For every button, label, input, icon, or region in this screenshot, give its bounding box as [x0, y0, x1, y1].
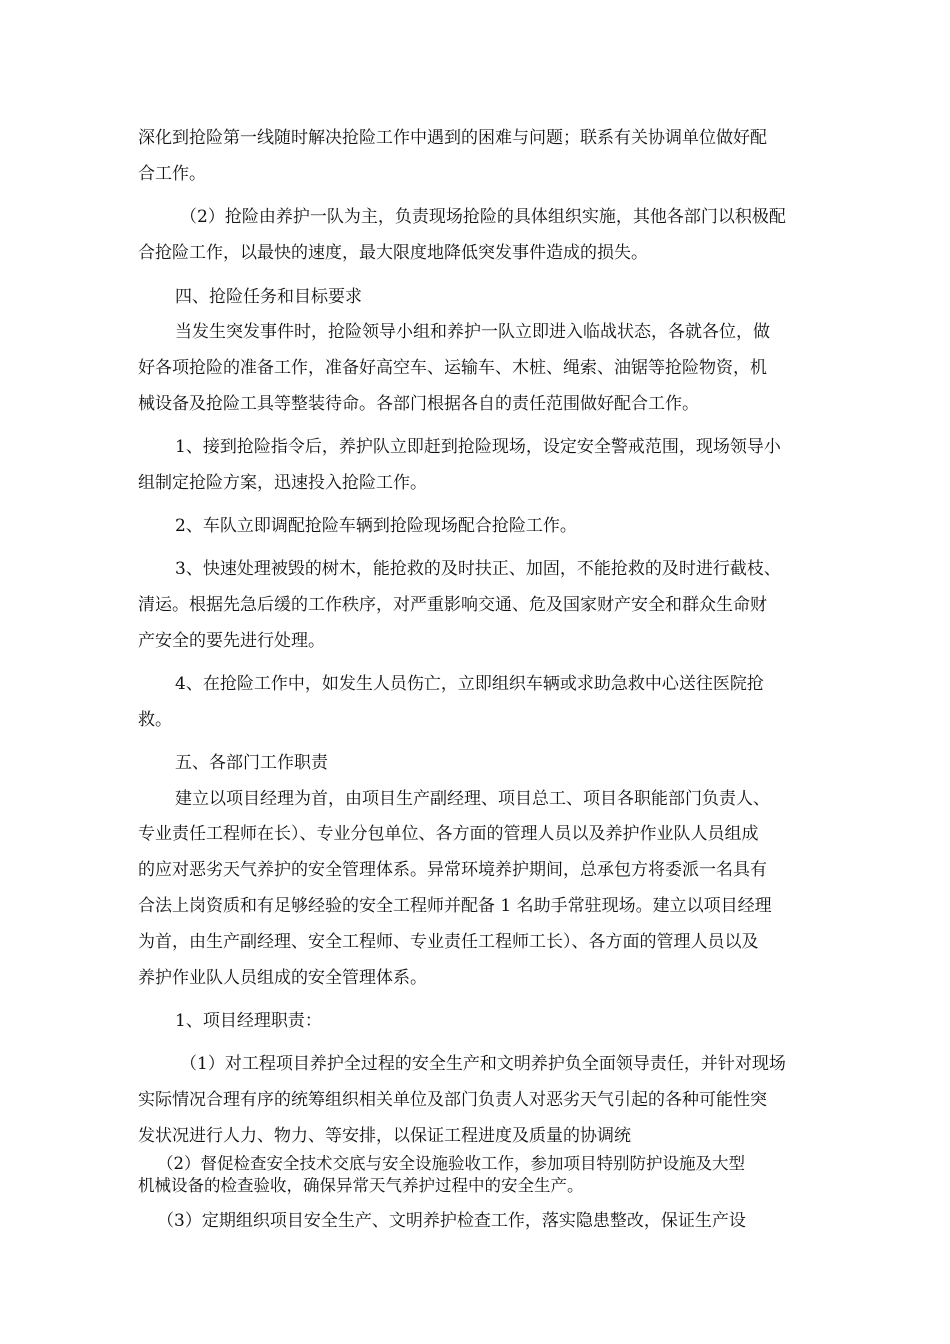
- text-line: 1、项目经理职责：: [175, 1011, 322, 1031]
- text-line: 为首，由生产副经理、安全工程师、专业责任工程师工长）、各方面的管理人员以及: [138, 932, 759, 952]
- text-line: 4、在抢险工作中，如发生人员伤亡，立即组织车辆或求助急救中心送往医院抢: [175, 674, 764, 694]
- text-line: 3、快速处理被毁的树木，能抢救的及时扶正、加固，不能抢救的及时进行截枝、: [175, 559, 781, 579]
- text-line: 实际情况合理有序的统筹组织相关单位及部门负责人对恶劣天气引起的各种可能性突: [138, 1090, 767, 1110]
- text-line: 合工作。: [138, 164, 206, 184]
- text-line: 清运。根据先急后缓的工作秩序，对严重影响交通、危及国家财产安全和群众生命财: [138, 595, 767, 615]
- text-line: （2）督促检查安全技术交底与安全设施验收工作，参加项目特别防护设施及大型: [157, 1154, 745, 1173]
- text-line: 械设备及抢险工具等整装待命。各部门根据各自的责任范围做好配合工作。: [138, 394, 699, 414]
- text-line: 合法上岗资质和有足够经验的安全工程师并配备 1 名助手常驻现场。建立以项目经理: [138, 896, 772, 916]
- text-line: 建立以项目经理为首，由项目生产副经理、项目总工、项目各职能部门负责人、: [175, 789, 770, 809]
- section-heading: 四、抢险任务和目标要求: [175, 287, 362, 307]
- text-line: 当发生突发事件时，抢险领导小组和养护一队立即进入临战状态，各就各位，做: [175, 322, 770, 342]
- text-line: （3）定期组织项目安全生产、文明养护检查工作，落实隐患整改，保证生产设: [157, 1211, 746, 1231]
- text-line: 机械设备的检查验收，确保异常天气养护过程中的安全生产。: [138, 1176, 584, 1195]
- text-line: 深化到抢险第一线随时解决抢险工作中遇到的困难与问题；联系有关协调单位做好配: [138, 128, 767, 148]
- text-line: 1、接到抢险指令后，养护队立即赶到抢险现场，设定安全警戒范围，现场领导小: [175, 437, 781, 457]
- text-line: 养护作业队人员组成的安全管理体系。: [138, 968, 427, 988]
- text-line: 组制定抢险方案，迅速投入抢险工作。: [138, 473, 427, 493]
- text-line: 发状况进行人力、物力、等安排，以保证工程进度及质量的协调统: [138, 1126, 631, 1146]
- text-line: 专业责任工程师在长）、专业分包单位、各方面的管理人员以及养护作业队人员组成: [138, 824, 759, 844]
- text-line: （2）抢险由养护一队为主，负责现场抢险的具体组织实施，其他各部门以积极配: [180, 207, 786, 227]
- text-line: 的应对恶劣天气养护的安全管理体系。异常环境养护期间，总承包方将委派一名具有: [138, 860, 767, 880]
- text-line: （1）对工程项目养护全过程的安全生产和文明养护负全面领导责任，并针对现场: [180, 1054, 786, 1074]
- text-line: 2、车队立即调配抢险车辆到抢险现场配合抢险工作。: [175, 516, 577, 536]
- section-heading: 五、各部门工作职责: [175, 753, 328, 773]
- text-line: 救。: [138, 710, 172, 730]
- text-line: 产安全的要先进行处理。: [138, 631, 325, 651]
- text-line: 好各项抢险的准备工作，准备好高空车、运输车、木桩、绳索、油锯等抢险物资，机: [138, 358, 767, 378]
- text-line: 合抢险工作，以最快的速度，最大限度地降低突发事件造成的损失。: [138, 243, 648, 263]
